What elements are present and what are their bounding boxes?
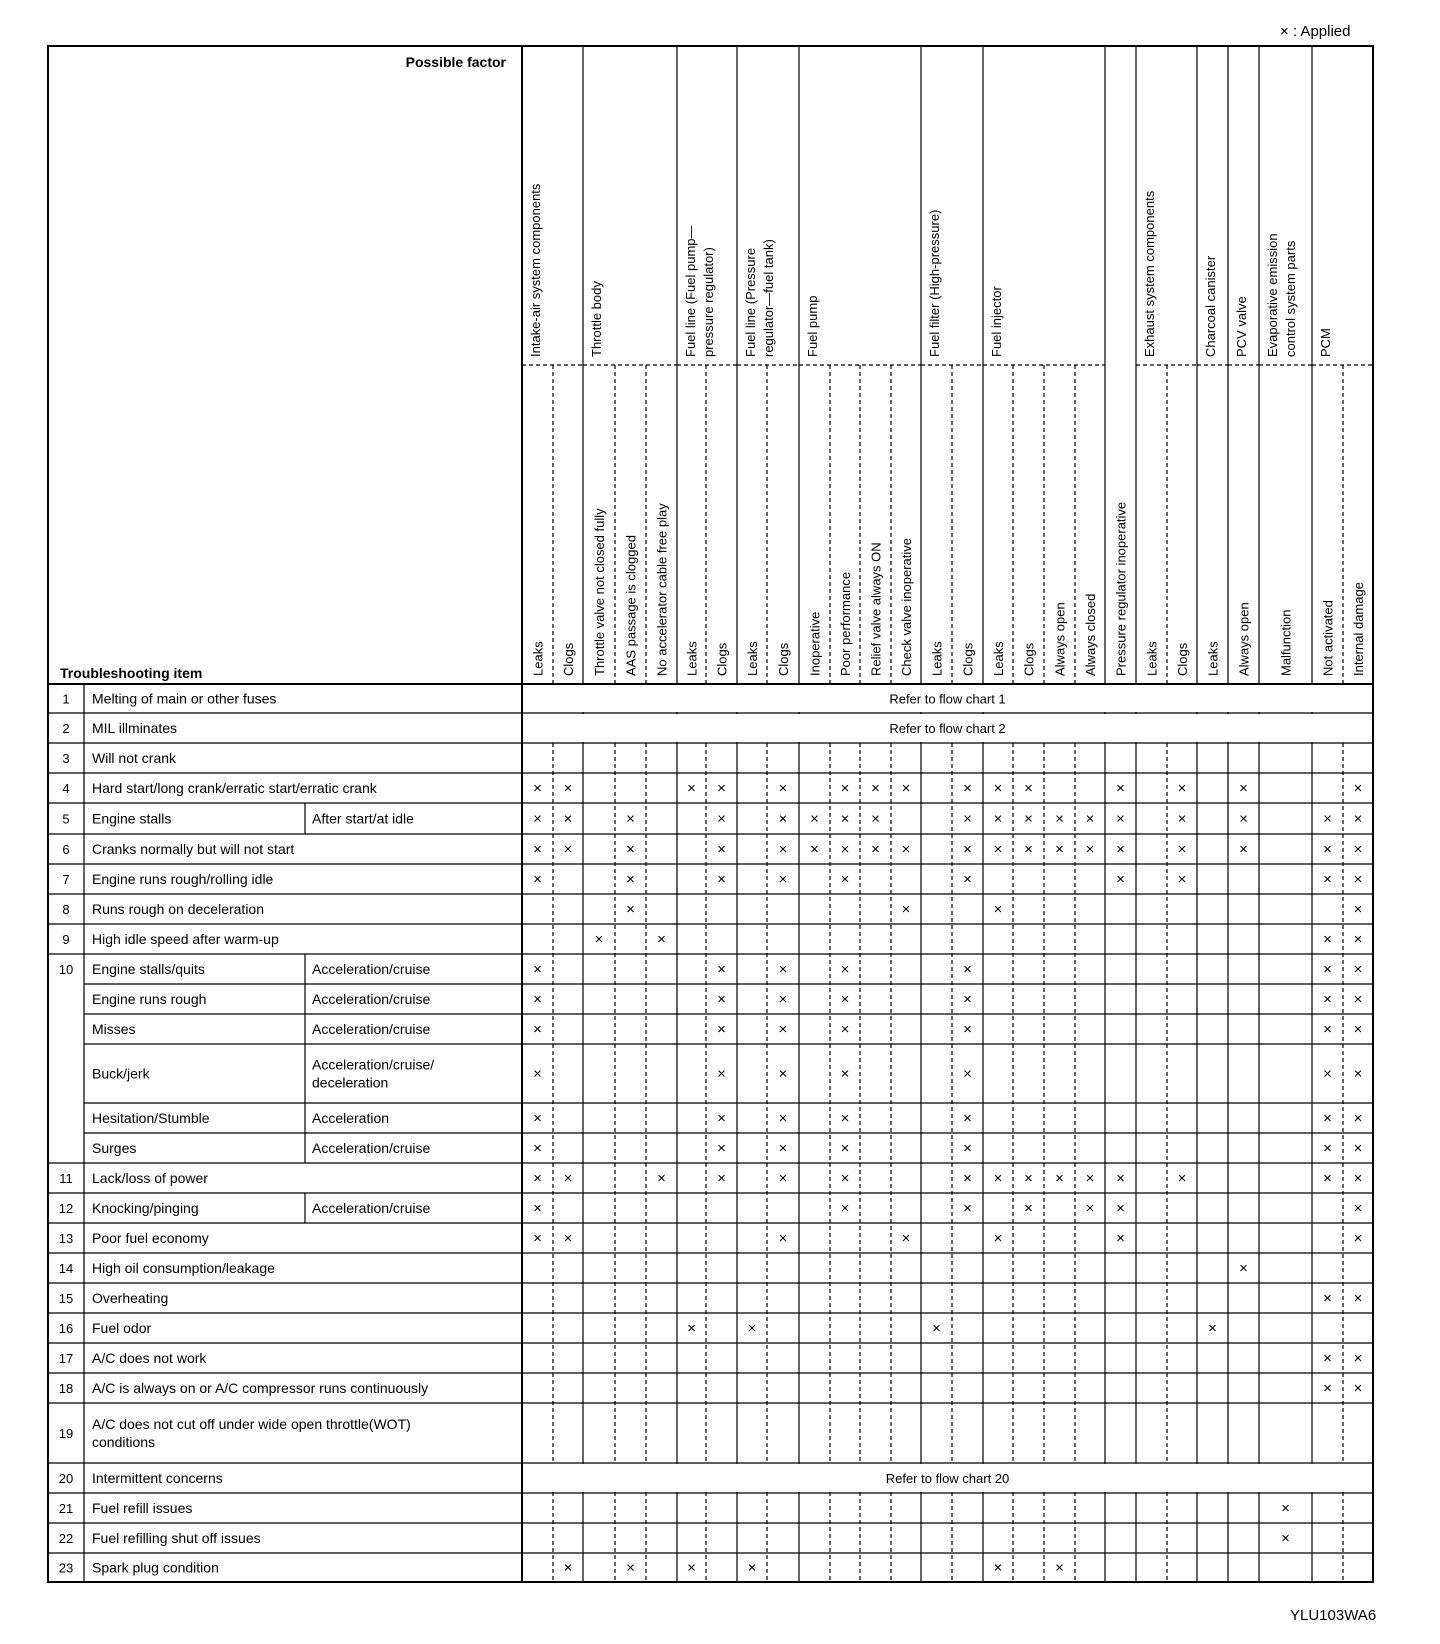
applied-mark: × [901, 841, 911, 858]
applied-mark: × [563, 780, 573, 797]
applied-mark: × [1239, 780, 1248, 797]
sub-label-2: Throttle valve not closed fully [592, 508, 607, 676]
item-text: Knocking/pinging [92, 1200, 199, 1216]
applied-mark: × [1085, 1170, 1095, 1187]
applied-mark: × [840, 810, 850, 828]
applied-mark: × [1353, 901, 1363, 918]
applied-mark: × [840, 961, 850, 978]
item-text: Fuel odor [92, 1320, 152, 1336]
applied-mark: × [963, 1140, 972, 1157]
row-number: 18 [58, 1381, 74, 1396]
row-number: 21 [58, 1501, 74, 1516]
row-number: 8 [62, 902, 70, 917]
span-text: Refer to flow chart 2 [889, 721, 1006, 736]
applied-mark: × [626, 901, 635, 918]
applied-mark: × [1116, 780, 1125, 797]
applied-mark: × [687, 780, 696, 797]
applied-mark: × [1353, 1065, 1363, 1083]
applied-mark: × [1353, 841, 1363, 858]
sub-label-5: Leaks [684, 641, 700, 676]
item-text: A/C does not work [92, 1350, 207, 1366]
sub-label-16: Clogs [1021, 642, 1037, 676]
applied-mark: × [1116, 1170, 1125, 1187]
item-text: High idle speed after warm-up [92, 931, 279, 947]
applied-mark: × [1239, 810, 1248, 828]
applied-mark: × [1116, 841, 1125, 858]
group-label-4: Fuel pump [805, 295, 820, 357]
applied-mark: × [533, 871, 542, 888]
sub-label-21: Clogs [1175, 642, 1190, 676]
applied-mark: × [1323, 1110, 1332, 1127]
applied-mark: × [901, 901, 911, 918]
sub-label-10: Poor performance [838, 571, 853, 676]
applied-mark: × [840, 1065, 850, 1083]
item-text: Melting of main or other fuses [92, 690, 277, 707]
condition-text: Acceleration/cruise [312, 961, 431, 977]
applied-mark: × [1116, 810, 1125, 828]
row-number: 23 [58, 1560, 74, 1576]
sub-label-26: Internal damage [1351, 582, 1366, 676]
sub-label-24: Malfunction [1278, 609, 1294, 676]
applied-mark: × [747, 1320, 757, 1337]
applied-mark: × [1323, 1065, 1332, 1083]
applied-mark: × [747, 1559, 757, 1577]
item-text: MIL illminates [92, 720, 178, 736]
item-text: Intermittent concerns [92, 1470, 223, 1486]
applied-mark: × [778, 1021, 788, 1038]
applied-mark: × [717, 780, 726, 797]
applied-mark: × [717, 1170, 726, 1187]
applied-mark: × [533, 961, 542, 978]
applied-mark: × [717, 1110, 726, 1127]
applied-mark: × [963, 1170, 972, 1187]
applied-mark: × [563, 841, 573, 858]
applied-mark: × [963, 1021, 972, 1038]
item-text: Engine runs rough [92, 991, 207, 1007]
item-text: Hard start/long crank/erratic start/erratic crank [92, 780, 377, 796]
applied-mark: × [1353, 1110, 1363, 1127]
applied-mark: × [533, 1170, 542, 1187]
group-label-2: pressure regulator) [701, 247, 716, 357]
applied-mark: × [1353, 810, 1363, 828]
applied-mark: × [1055, 810, 1064, 828]
applied-mark: × [717, 841, 726, 858]
sub-label-11: Relief valve always ON [868, 542, 884, 676]
group-label-1: Throttle body [589, 281, 604, 357]
group-label-9: Charcoal canister [1203, 255, 1218, 357]
applied-mark: × [993, 1230, 1003, 1247]
applied-mark: × [1323, 991, 1332, 1008]
item-text: Overheating [92, 1290, 169, 1306]
applied-mark: × [533, 1021, 542, 1038]
condition-text: Acceleration/cruise/ [312, 1056, 435, 1073]
applied-mark: × [1116, 1200, 1125, 1217]
applied-mark: × [687, 1320, 696, 1337]
applied-mark: × [1281, 1530, 1290, 1547]
applied-mark: × [1177, 871, 1187, 888]
sub-label-25: Not activated [1320, 600, 1336, 676]
applied-mark: × [993, 1170, 1003, 1187]
applied-mark: × [1323, 1380, 1332, 1397]
applied-mark: × [901, 1230, 911, 1247]
sub-label-20: Leaks [1144, 641, 1160, 676]
condition-text: After start/at idle [312, 810, 414, 827]
applied-mark: × [778, 841, 788, 858]
applied-mark: × [1085, 810, 1095, 828]
group-label-0: Intake-air system components [528, 183, 543, 357]
applied-mark: × [533, 1065, 542, 1083]
group-label-3: Fuel line (Pressure [743, 247, 758, 357]
sub-label-3: AAS passage is clogged [623, 535, 639, 676]
applied-mark: × [657, 1170, 666, 1187]
sub-label-1: Clogs [561, 642, 576, 676]
applied-mark: × [1323, 871, 1332, 888]
group-label-2: Fuel line (Fuel pump— [683, 225, 698, 357]
applied-mark: × [963, 991, 972, 1008]
item-text: Spark plug condition [92, 1559, 219, 1576]
applied-mark: × [993, 901, 1003, 918]
applied-mark: × [717, 810, 726, 828]
troubleshooting-item-label: Troubleshooting item [60, 665, 203, 681]
row-number: 7 [62, 872, 70, 887]
applied-mark: × [993, 841, 1003, 858]
applied-mark: × [778, 1110, 788, 1127]
applied-mark: × [1024, 810, 1033, 828]
group-label-11: control system parts [1283, 240, 1298, 357]
applied-mark: × [778, 1065, 788, 1083]
applied-mark: × [1177, 810, 1187, 828]
applied-mark: × [1055, 1170, 1064, 1187]
item-text: Engine stalls/quits [92, 961, 205, 977]
item-text: Runs rough on deceleration [92, 901, 265, 917]
applied-mark: × [840, 780, 850, 797]
row-number: 11 [59, 1171, 73, 1186]
applied-mark: × [657, 931, 666, 948]
condition-text: deceleration [312, 1074, 389, 1091]
applied-mark: × [778, 1170, 788, 1187]
item-text: Misses [92, 1021, 136, 1037]
group-label-5: Fuel filter (High-pressure) [927, 209, 942, 357]
applied-mark: × [533, 1200, 542, 1217]
applied-mark: × [1177, 780, 1187, 797]
applied-mark: × [533, 841, 542, 858]
item-text: Poor fuel economy [92, 1230, 209, 1246]
item-text: Cranks normally but will not start [92, 841, 295, 857]
applied-mark: × [1055, 1559, 1064, 1577]
item-text: conditions [92, 1434, 156, 1450]
applied-mark: × [1085, 841, 1095, 858]
row-number: 13 [58, 1231, 74, 1246]
applied-mark: × [1055, 841, 1064, 858]
applied-mark: × [1353, 1290, 1363, 1307]
applied-mark: × [1353, 961, 1363, 978]
applied-mark: × [563, 1170, 573, 1187]
applied-mark: × [626, 841, 635, 858]
row-number: 12 [58, 1201, 74, 1216]
item-text: High oil consumption/leakage [92, 1260, 275, 1276]
item-text: Buck/jerk [92, 1065, 150, 1082]
applied-mark: × [963, 1110, 972, 1127]
applied-mark: × [1353, 1230, 1363, 1247]
sub-label-15: Leaks [991, 641, 1006, 676]
applied-mark: × [1085, 1200, 1095, 1217]
row-number: 1 [62, 691, 70, 707]
sub-label-22: Leaks [1205, 641, 1221, 676]
possible-factor-label: Possible factor [405, 54, 506, 70]
applied-mark: × [840, 1021, 850, 1038]
item-text: Engine runs rough/rolling idle [92, 871, 274, 887]
item-text: Fuel refill issues [92, 1500, 193, 1516]
applied-mark: × [533, 1110, 542, 1127]
sub-label-17: Always open [1052, 602, 1068, 676]
row-number: 10 [58, 962, 74, 977]
applied-mark: × [932, 1320, 941, 1337]
item-text: Surges [92, 1140, 137, 1156]
applied-mark: × [1116, 871, 1125, 888]
applied-mark: × [1323, 1290, 1332, 1307]
row-number: 3 [62, 751, 70, 766]
item-text: Fuel refilling shut off issues [92, 1530, 261, 1546]
row-number: 5 [62, 811, 70, 827]
applied-mark: × [1353, 1140, 1363, 1157]
applied-mark: × [840, 1110, 850, 1127]
applied-mark: × [778, 1230, 788, 1247]
row-number: 2 [62, 721, 70, 736]
sub-label-23: Always open [1236, 602, 1252, 676]
sub-label-7: Leaks [745, 641, 760, 676]
sub-label-6: Clogs [714, 642, 730, 676]
applied-mark: × [993, 1559, 1003, 1577]
sub-label-4: No accelerator cable free play [654, 503, 670, 676]
applied-mark: × [810, 841, 819, 858]
item-text: Hesitation/Stumble [92, 1110, 210, 1126]
applied-mark: × [1323, 1021, 1332, 1038]
row-number: 15 [58, 1291, 74, 1306]
applied-mark: × [1323, 1170, 1332, 1187]
applied-mark: × [563, 1230, 573, 1247]
applied-mark: × [626, 1559, 635, 1577]
group-label-12: PCM [1318, 328, 1333, 357]
applied-mark: × [533, 1230, 542, 1247]
applied-mark: × [1323, 1350, 1332, 1367]
row-number: 4 [62, 781, 70, 796]
applied-mark: × [840, 991, 850, 1008]
applied-mark: × [1208, 1320, 1217, 1337]
sub-label-8: Clogs [776, 642, 791, 676]
applied-mark: × [594, 931, 604, 948]
applied-mark: × [563, 1559, 573, 1577]
applied-mark: × [1239, 841, 1248, 858]
applied-mark: × [687, 1559, 696, 1577]
figure-code: YLU103WA6 [1290, 1607, 1377, 1624]
legend-applied: × : Applied [1280, 23, 1351, 40]
applied-mark: × [963, 780, 972, 797]
applied-mark: × [993, 780, 1003, 797]
applied-mark: × [778, 810, 788, 828]
applied-mark: × [1281, 1500, 1290, 1517]
applied-mark: × [1353, 780, 1363, 797]
row-number: 9 [62, 932, 70, 947]
applied-mark: × [717, 1021, 726, 1038]
group-label-8: Exhaust system components [1142, 190, 1157, 357]
row-number: 6 [62, 842, 70, 857]
group-label-3: regulator—fuel tank) [761, 239, 776, 357]
applied-mark: × [1353, 871, 1363, 888]
row-number: 19 [58, 1426, 74, 1441]
item-text: A/C is always on or A/C compressor runs continuously [92, 1380, 429, 1396]
applied-mark: × [840, 1170, 850, 1187]
applied-mark: × [963, 810, 972, 828]
applied-mark: × [963, 841, 972, 858]
applied-mark: × [533, 991, 542, 1008]
row-number: 17 [58, 1351, 74, 1366]
applied-mark: × [810, 810, 819, 828]
applied-mark: × [871, 841, 880, 858]
applied-mark: × [1353, 1170, 1363, 1187]
applied-mark: × [840, 1140, 850, 1157]
applied-mark: × [717, 961, 726, 978]
sub-label-13: Leaks [929, 641, 945, 676]
condition-text: Acceleration/cruise [312, 991, 431, 1007]
applied-mark: × [871, 780, 880, 797]
applied-mark: × [1323, 931, 1332, 948]
applied-mark: × [993, 810, 1003, 828]
applied-mark: × [1353, 991, 1363, 1008]
applied-mark: × [533, 810, 542, 828]
condition-text: Acceleration/cruise [312, 1021, 431, 1037]
applied-mark: × [1177, 1170, 1187, 1187]
group-label-11: Evaporative emission [1265, 233, 1280, 357]
item-text: Engine stalls [92, 810, 172, 827]
applied-mark: × [1116, 1230, 1125, 1247]
sub-label-0: Leaks [530, 641, 546, 676]
applied-mark: × [1323, 1140, 1332, 1157]
row-number: 14 [58, 1261, 74, 1276]
applied-mark: × [533, 780, 542, 797]
applied-mark: × [1323, 841, 1332, 858]
applied-mark: × [778, 961, 788, 978]
applied-mark: × [563, 810, 573, 828]
applied-mark: × [1353, 931, 1363, 948]
sub-label-14: Clogs [960, 642, 976, 676]
applied-mark: × [1323, 810, 1332, 828]
applied-mark: × [778, 871, 788, 888]
applied-mark: × [963, 1200, 972, 1217]
applied-mark: × [626, 810, 635, 828]
applied-mark: × [1024, 1170, 1033, 1187]
item-text: Will not crank [92, 750, 177, 766]
applied-mark: × [1239, 1260, 1248, 1277]
applied-mark: × [1353, 1200, 1363, 1217]
sub-label-9: Inoperative [807, 611, 823, 676]
applied-mark: × [717, 1065, 726, 1083]
condition-text: Acceleration/cruise [312, 1140, 431, 1156]
applied-mark: × [1177, 841, 1187, 858]
item-text: Lack/loss of power [92, 1170, 208, 1186]
applied-mark: × [963, 961, 972, 978]
applied-mark: × [1024, 780, 1033, 797]
applied-mark: × [1353, 1350, 1363, 1367]
span-text: Refer to flow chart 1 [889, 691, 1006, 707]
applied-mark: × [901, 780, 911, 797]
applied-mark: × [778, 1140, 788, 1157]
applied-mark: × [533, 1140, 542, 1157]
applied-mark: × [717, 871, 726, 888]
applied-mark: × [1353, 1380, 1363, 1397]
group-label-10: PCV valve [1234, 296, 1249, 357]
condition-text: Acceleration/cruise [312, 1200, 431, 1216]
applied-mark: × [963, 1065, 972, 1083]
sub-label-19: Pressure regulator inoperative [1113, 501, 1129, 676]
row-number: 16 [58, 1321, 74, 1336]
applied-mark: × [717, 1140, 726, 1157]
item-text: A/C does not cut off under wide open throttle(WOT) [92, 1416, 411, 1432]
applied-mark: × [717, 991, 726, 1008]
span-text: Refer to flow chart 20 [885, 1471, 1010, 1486]
applied-mark: × [1353, 1021, 1363, 1038]
condition-text: Acceleration [312, 1110, 390, 1126]
row-number: 20 [58, 1471, 74, 1486]
applied-mark: × [1024, 1200, 1033, 1217]
row-number: 22 [58, 1531, 74, 1546]
applied-mark: × [626, 871, 635, 888]
applied-mark: × [778, 991, 788, 1008]
sub-label-12: Check valve inoperative [899, 537, 914, 676]
applied-mark: × [963, 871, 972, 888]
sub-label-18: Always closed [1083, 593, 1098, 676]
applied-mark: × [840, 1200, 850, 1217]
applied-mark: × [1323, 961, 1332, 978]
applied-mark: × [778, 780, 788, 797]
applied-mark: × [1024, 841, 1033, 858]
group-label-6: Fuel injector [989, 286, 1004, 357]
applied-mark: × [871, 810, 880, 828]
applied-mark: × [840, 841, 850, 858]
applied-mark: × [840, 871, 850, 888]
